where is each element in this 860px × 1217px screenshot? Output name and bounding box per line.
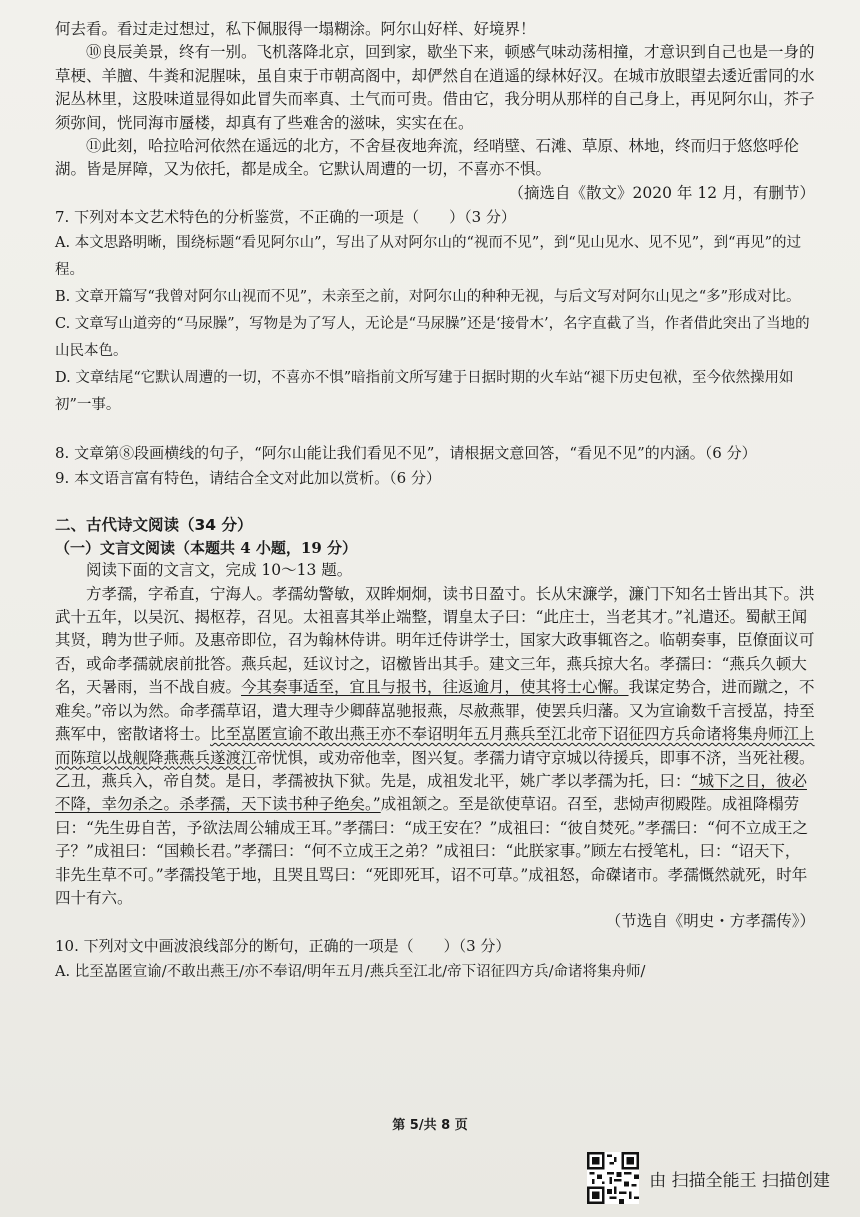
scanner-label: 由 扫描全能王 扫描创建: [649, 1170, 830, 1191]
passage-paragraph-10: ⑩良辰美景，终有一别。飞机落降北京，回到家，歇坐下来，顿感气味动荡相撞，才意识到自己也是一身的草梗、羊膻、牛粪和泥腥味，虽自束于市朝高阁中，却俨然自在逍遥的绿林好汉。在城市放眼望去逶近雷同的水泥丛林里，这股味道显得如此冒失而率真、土气而可贵。借由它，我分明从那样的自己身上，再见阿尔山，芥子须弥间，恍同海市蜃楼，却真有了些难舍的滋味，实实在在。: [55, 43, 815, 132]
question-7-option-c: C. 文章写山道旁的“马尿臊”，写物是为了写人，无论是“马尿臊”还是‘接骨木’，名字直截了当，作者借此突出了当地的山民本色。: [55, 316, 810, 360]
question-8: 8. 文章第⑧段画横线的句子，“阿尔山能让我们看见不见”，请根据文意回答，“看见不见”的内涵。（6 分）: [55, 444, 757, 463]
document-content: [55, 18, 815, 986]
classical-text-part-3: 帝忧惧，或劝帝他幸，图兴复。孝孺力请守京城以待援兵，即事不济，当死社稷。乙丑，燕兵入，帝自焚。是日，孝孺被执下狱。先是，成祖发北平，姚广孝以孝孺为托，曰：: [55, 748, 815, 790]
underlined-sentence-1: 今其奏事适至，宜且与报书，往返逾月，使其将士心懈。: [241, 678, 629, 697]
question-7-stem: 7. 下列对本文艺术特色的分析鉴赏，不正确的一项是（ ）（3 分）: [55, 208, 516, 227]
scanner-watermark: [587, 1152, 830, 1204]
classical-text-part-1: 方孝孺，字希直，宁海人。孝孺幼警敏，双眸炯炯，读书日盈寸。长从宋濂学，濂门下知名士皆出其下。洪武十五年，以吴沉、揭枢荐，召见。太祖喜其举止端整，谓皇太子曰：“此庄士，当老其才。”礼遣还。蜀献王闻其贤，聘为世子师。及惠帝即位，召为翰林侍讲。明年迁侍讲学士，国家大政事辄咨之。临朝奏事，臣僚面议可否，或命孝孺就扆前批答。燕兵起，廷议讨之，诏檄皆出其手。建文三年，燕兵掠大名。孝孺曰：“燕兵久顿大名，天暑雨，当不战自疲。: [55, 584, 815, 697]
question-7-option-a: A. 本文思路明晰，围绕标题“看见阿尔山”，写出了从对阿尔山的“视而不见”，到“见山见水、见不见”，到“再见”的过程。: [55, 235, 801, 279]
classical-source: （节选自《明史・方孝孺传》）: [605, 912, 815, 931]
section-2-subtitle: （一）文言文阅读（本题共 4 小题，19 分）: [55, 539, 357, 558]
passage-line-1: 何去看。看过走过想过，私下佩服得一塌糊涂。阿尔山好样、好境界！: [55, 20, 536, 38]
wavy-underlined-passage: 比至嵓匿宣谕不敢出燕王亦不奉诏明年五月燕兵至江北帝下诏征四方兵命诸将集舟师江上而陈瑄以战舰降燕燕兵遂渡江: [55, 725, 815, 767]
question-10-option-a: A. 比至嵓匿宣谕/不敢出燕王/亦不奉诏/明年五月/燕兵至江北/帝下诏征四方兵/命诸将集舟师/: [55, 963, 646, 980]
section-2-instruction: 阅读下面的文言文，完成 10～13 题。: [86, 561, 353, 580]
question-9: 9. 本文语言富有特色，请结合全文对此加以赏析。（6 分）: [55, 469, 441, 488]
page-number: 第 5/共 8 页: [392, 1118, 468, 1133]
question-10-stem: 10. 下列对文中画波浪线部分的断句，正确的一项是（ ）（3 分）: [55, 936, 511, 955]
question-7-option-d: D. 文章结尾“它默认周遭的一切，不喜亦不惧”暗指前文所写建于日据时期的火车站“褪下历史包袱，至今依然操用如初”一事。: [55, 370, 794, 414]
question-7-option-b: B. 文章开篇写“我曾对阿尔山视而不见”，未亲至之前，对阿尔山的种种无视，与后文写对阿尔山见之“多”形成对比。: [55, 289, 801, 306]
classical-text: [55, 583, 815, 911]
passage-paragraph-11: ⑪此刻，哈拉哈河依然在遥远的北方，不舍昼夜地奔流，经哨壁、石滩、草原、林地，终而归于悠悠呼伦湖。皆是屏障，又为依托，都是成全。它默认周遭的一切，不喜亦不惧。: [55, 137, 800, 179]
section-2-title: 二、古代诗文阅读（34 分）: [55, 516, 253, 535]
qr-code-icon: [587, 1152, 639, 1204]
classical-text-part-2: 我谋定势合，进而蹴之，不难矣。”帝以为然。命孝孺草诏，遣大理寺少卿薛嵓驰报燕，尽赦燕罪，使罢兵归藩。又为宣谕数千言授嵓，持至燕军中，密散诸将士。: [55, 678, 815, 744]
classical-text-part-4: 成祖颔之。至是欲使草诏。召至，悲恸声彻殿陛。成祖降榻劳曰：“先生毋自苦，予欲法周公辅成王耳。”孝孺曰：“成王安在？”成祖曰：“彼自焚死。”孝孺曰：“何不立成王之子？”成祖曰：“国赖长君。”孝孺曰：“何不立成王之弟？”成祖曰：“此朕家事。”顾左右授笔札，曰：“诏天下，非先生草不可。”孝孺投笔于地，且哭且骂曰：“死即死耳，诏不可草。”成祖怒，命磔诸市。孝孺慨然就死，时年四十有六。: [55, 795, 808, 907]
underlined-sentence-2: “城下之日，彼必不降，幸勿杀之。杀孝孺，天下读书种子绝矣。”: [55, 771, 807, 814]
passage-source: （摘选自《散文》2020 年 12 月，有删节）: [508, 183, 815, 202]
